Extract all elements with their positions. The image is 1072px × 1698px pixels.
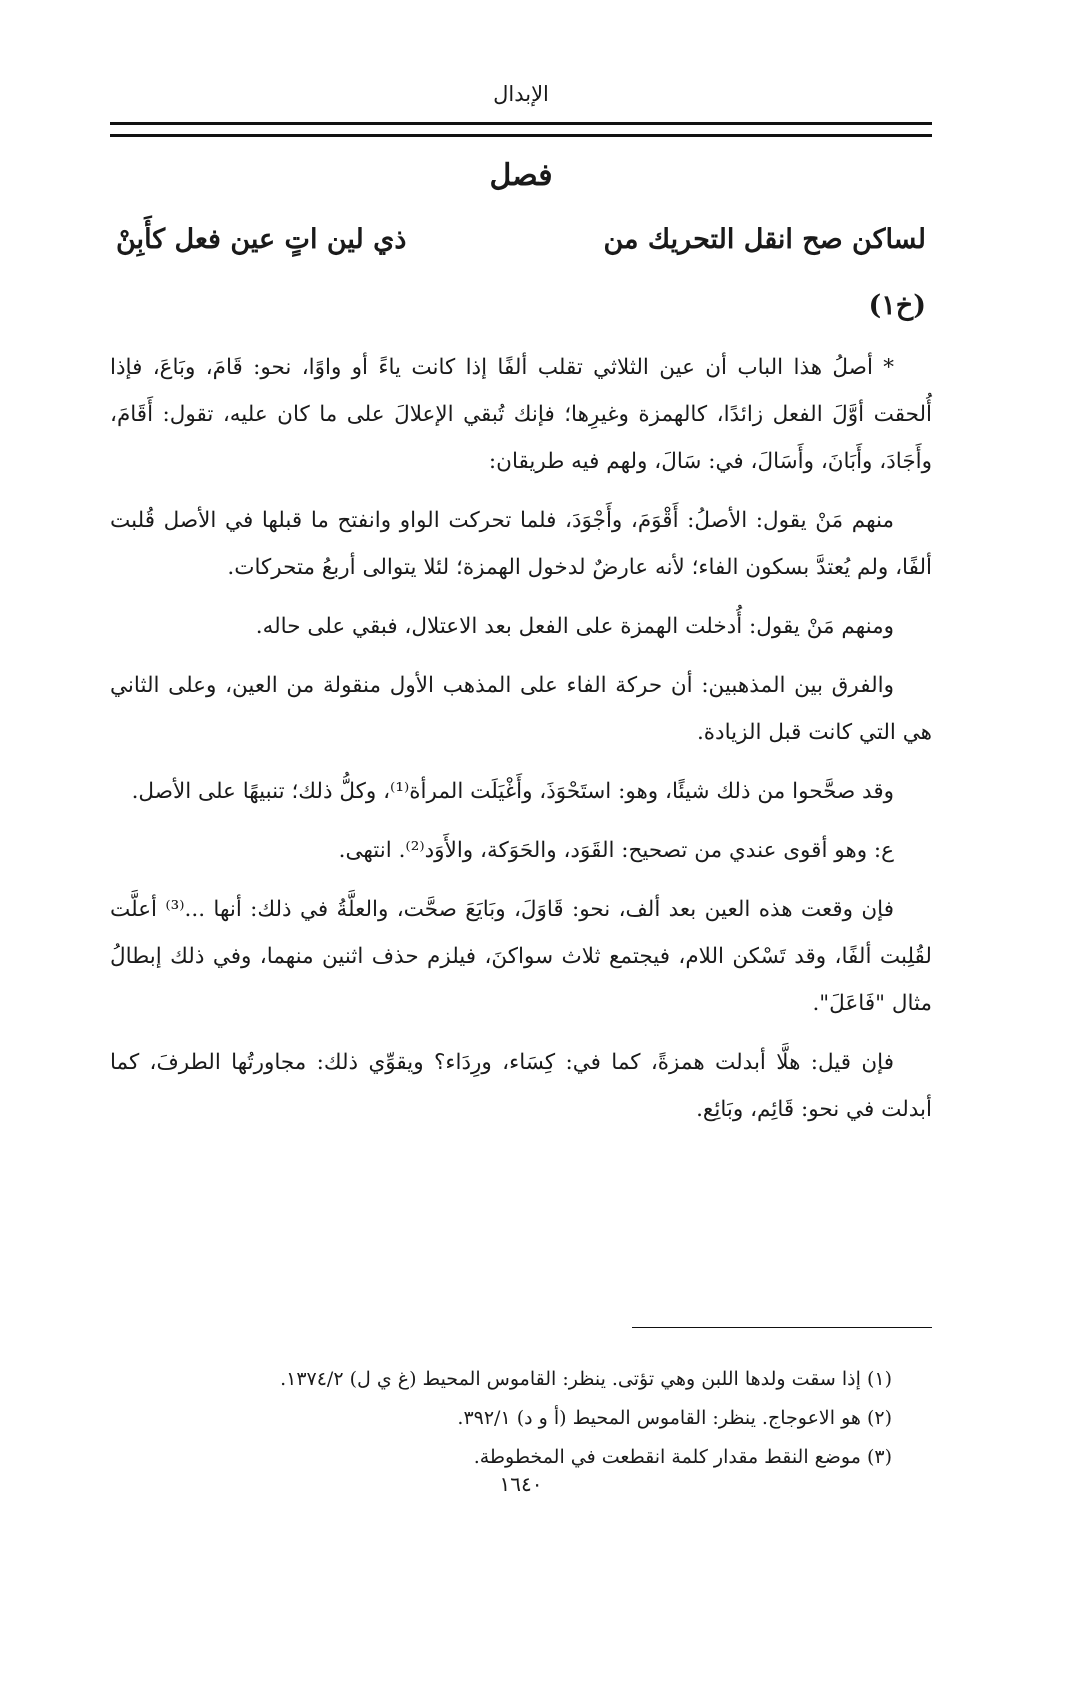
section-title: فصل: [489, 158, 553, 193]
body-text: [110, 344, 932, 1145]
running-header: الإبدال: [493, 82, 549, 106]
document-page: [110, 0, 932, 1698]
footnote: (٣) موضع النقط مقدار كلمة انقطعت في المخطوطة.: [473, 1446, 892, 1468]
paragraph: وقد صحَّحوا من ذلك شيئًا، وهو: استَحْوَذَ، وأَغْيَلَت المرأة⁽¹⁾، وكلُّ ذلك؛ تنبيهًا على الأصل.: [131, 779, 894, 804]
paragraph: فإن قيل: هلَّا أبدلت همزةً، كما في: كِسَاء، ورِدَاء؟ ويقوِّي ذلك: مجاورتُها الطرفَ، كما أبدلت في نحو: قَائِم، وبَائِع.: [110, 1050, 932, 1122]
footnote: (٢) هو الاعوجاج. ينظر: القاموس المحيط (أ و د) ٣٩٢/١.: [457, 1407, 892, 1429]
footnote: (١) إذا سقت ولدها اللبن وهي تؤتى. ينظر: القاموس المحيط (غ ي ل) ١٣٧٤/٢.: [280, 1368, 892, 1390]
paragraph: ومنهم مَنْ يقول: أُدخلت الهمزة على الفعل بعد الاعتلال، فبقي على حاله.: [255, 614, 894, 639]
paragraph: ع: وهو أقوى عندي من تصحيح: القَوَد، والحَوَكة، والأَوَد⁽²⁾. انتهى.: [338, 838, 894, 863]
verse-line: [116, 224, 926, 255]
paragraph: * أصلُ هذا الباب أن عين الثلاثي تقلب ألفًا إذا كانت ياءً أو واوًا، نحو: قَامَ، وبَاعَ، فإذا أُلحقت أوَّلَ الفعل زائدًا، كالهمزة وغيرِها؛ فإنك تُبقي الإعلالَ على ما كان عليه، تقول: أَقَامَ، وأَجَادَ، وأَبَانَ، وأَسَالَ، في: سَالَ، ولهم فيه طريقان:: [110, 355, 932, 474]
page-number: ١٦٤٠: [499, 1472, 543, 1496]
footnote-separator: [632, 1327, 932, 1328]
paragraph: فإن وقعت هذه العين بعد ألف، نحو: قَاوَلَ، وبَايَعَ صحَّت، والعلَّةُ في ذلك: أنها ...⁽³⁾ أعلَّت لقُلِبت ألفًا، وقد تَسْكن اللام، فيجتمع ثلاث سواكنَ، فيلزم حذف اثنين منهما، وفي ذلك إبطالُ مثال "فَاعَلَ".: [110, 897, 932, 1016]
verse-hemistich-second: ذي لين اتٍ عين فعل كأَبِنْ: [116, 224, 407, 255]
header-rule-top: [110, 122, 932, 125]
verse-code: (خ١): [868, 290, 926, 321]
verse-hemistich-first: لساكن صح انقل التحريك من: [603, 224, 926, 255]
paragraph: والفرق بين المذهبين: أن حركة الفاء على المذهب الأول منقولة من العين، وعلى الثاني هي التي كانت قبل الزيادة.: [110, 673, 932, 745]
header-rule-bottom: [110, 134, 932, 137]
footnotes: [110, 1360, 932, 1477]
paragraph: منهم مَنْ يقول: الأصلُ: أَقْوَمَ، وأَجْوَدَ، فلما تحركت الواو وانفتح ما قبلها في الأصل قُلبت ألفًا، ولم يُعتدَّ بسكون الفاء؛ لأنه عارضٌ لدخول الهمزة؛ لئلا يتوالى أربعُ متحركات.: [110, 508, 932, 580]
